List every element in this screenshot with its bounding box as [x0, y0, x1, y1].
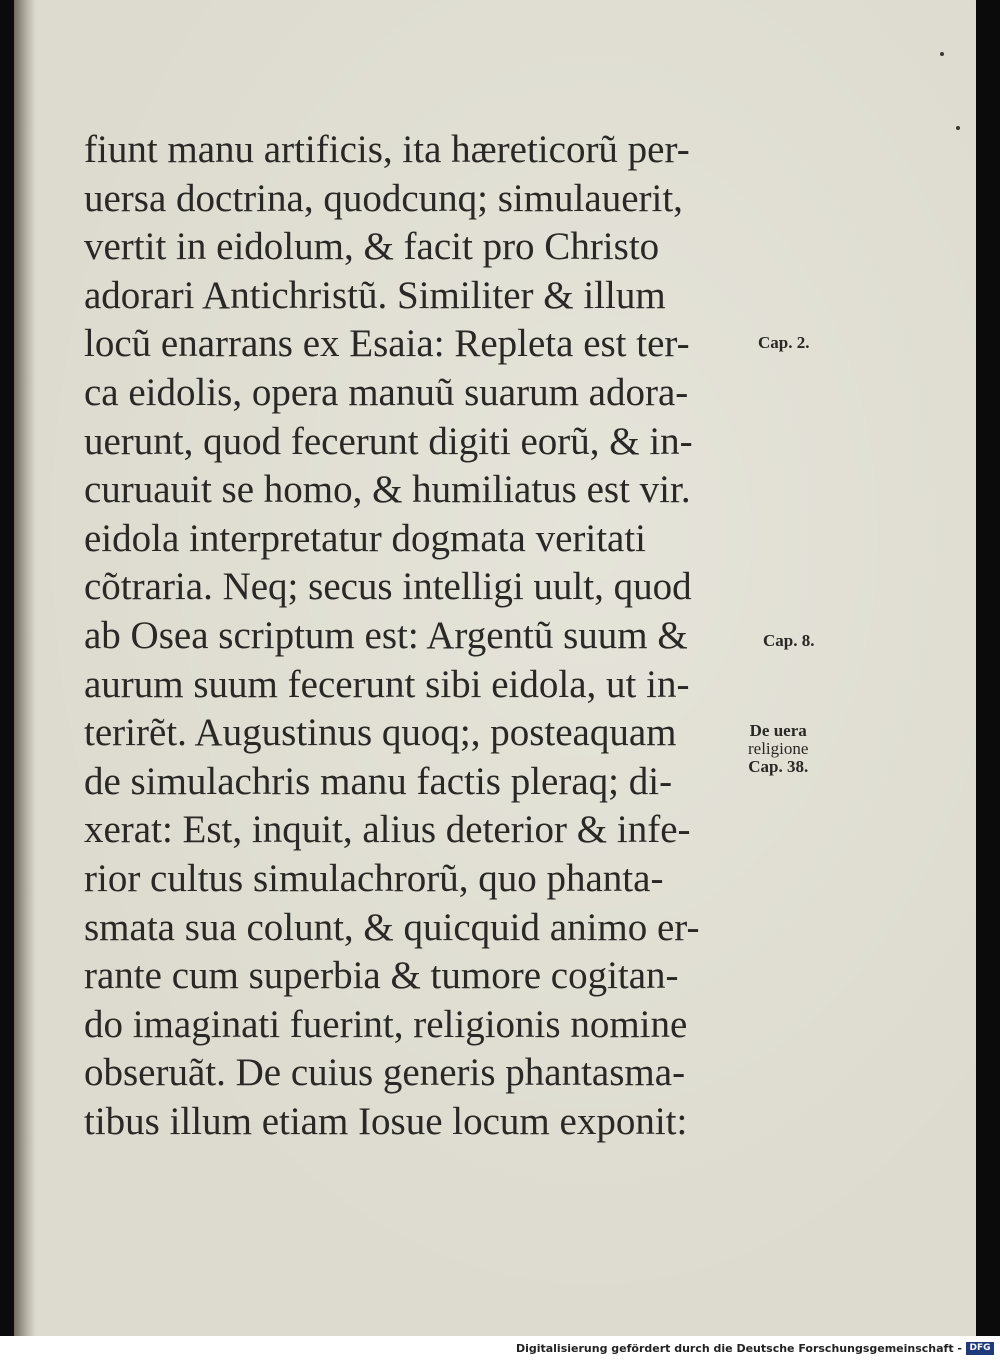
text-line: tibus illum etiam Iosue locum exponit:: [84, 1099, 688, 1143]
speck-mark: [940, 52, 944, 56]
text-line: smata sua colunt, & quicquid animo er-: [84, 905, 700, 949]
body-text: [84, 126, 764, 1146]
dfg-logo-icon: DFG: [966, 1342, 994, 1355]
digitization-footer: [0, 1336, 1000, 1360]
text-line: terirẽt. Augustinus quoq;, posteaquam: [84, 711, 677, 755]
text-line: uerunt, quod fecerunt digiti eorũ, & in-: [84, 419, 693, 463]
margin-note-cap-8: Cap. 8.: [763, 631, 815, 650]
text-line: aurum suum fecerunt sibi eidola, ut in-: [84, 662, 690, 706]
page-gutter-shadow: [14, 0, 36, 1336]
text-line: xerat: Est, inquit, alius deterior & infe-: [84, 808, 691, 852]
text-line: ab Osea scriptum est: Argentũ suum &: [84, 613, 688, 657]
margin-note-cap-2: Cap. 2.: [758, 333, 810, 352]
footer-credit: Digitalisierung gefördert durch die Deutsche Forschungsgemeinschaft -: [515, 1342, 962, 1355]
text-line: ca eidolis, opera manuũ suarum adora-: [84, 370, 689, 414]
text-line: do imaginati fuerint, religionis nomine: [84, 1002, 688, 1046]
text-line: adorari Antichristũ. Similiter & illum: [84, 273, 666, 317]
speck-mark: [956, 126, 960, 130]
text-line: de simulachris manu factis pleraq; di-: [84, 759, 673, 803]
text-line: cõtraria. Neq; secus intelligi uult, quod: [84, 565, 692, 609]
text-line: vertit in eidolum, & facit pro Christo: [84, 225, 660, 269]
margin-note-line: De uera: [749, 721, 807, 740]
text-line: fiunt manu artificis, ita hæreticorũ per-: [84, 128, 690, 171]
margin-note-line: religione: [748, 739, 809, 758]
text-line: rior cultus simulachrorũ, quo phanta-: [84, 856, 664, 900]
text-line: eidola interpretatur dogmata veritati: [84, 516, 647, 560]
margin-note-line: Cap. 38.: [748, 757, 809, 776]
text-line: locũ enarrans ex Esaia: Repleta est ter-: [84, 322, 690, 366]
text-line: curuauit se homo, & humiliatus est vir.: [84, 468, 691, 512]
text-line: obseruãt. De cuius generis phantasma-: [84, 1051, 686, 1095]
margin-note-de-uera-religione: [748, 722, 808, 776]
text-line: uersa doctrina, quodcunq; simulauerit,: [84, 176, 683, 220]
text-line: rante cum superbia & tumore cogitan-: [84, 954, 679, 998]
